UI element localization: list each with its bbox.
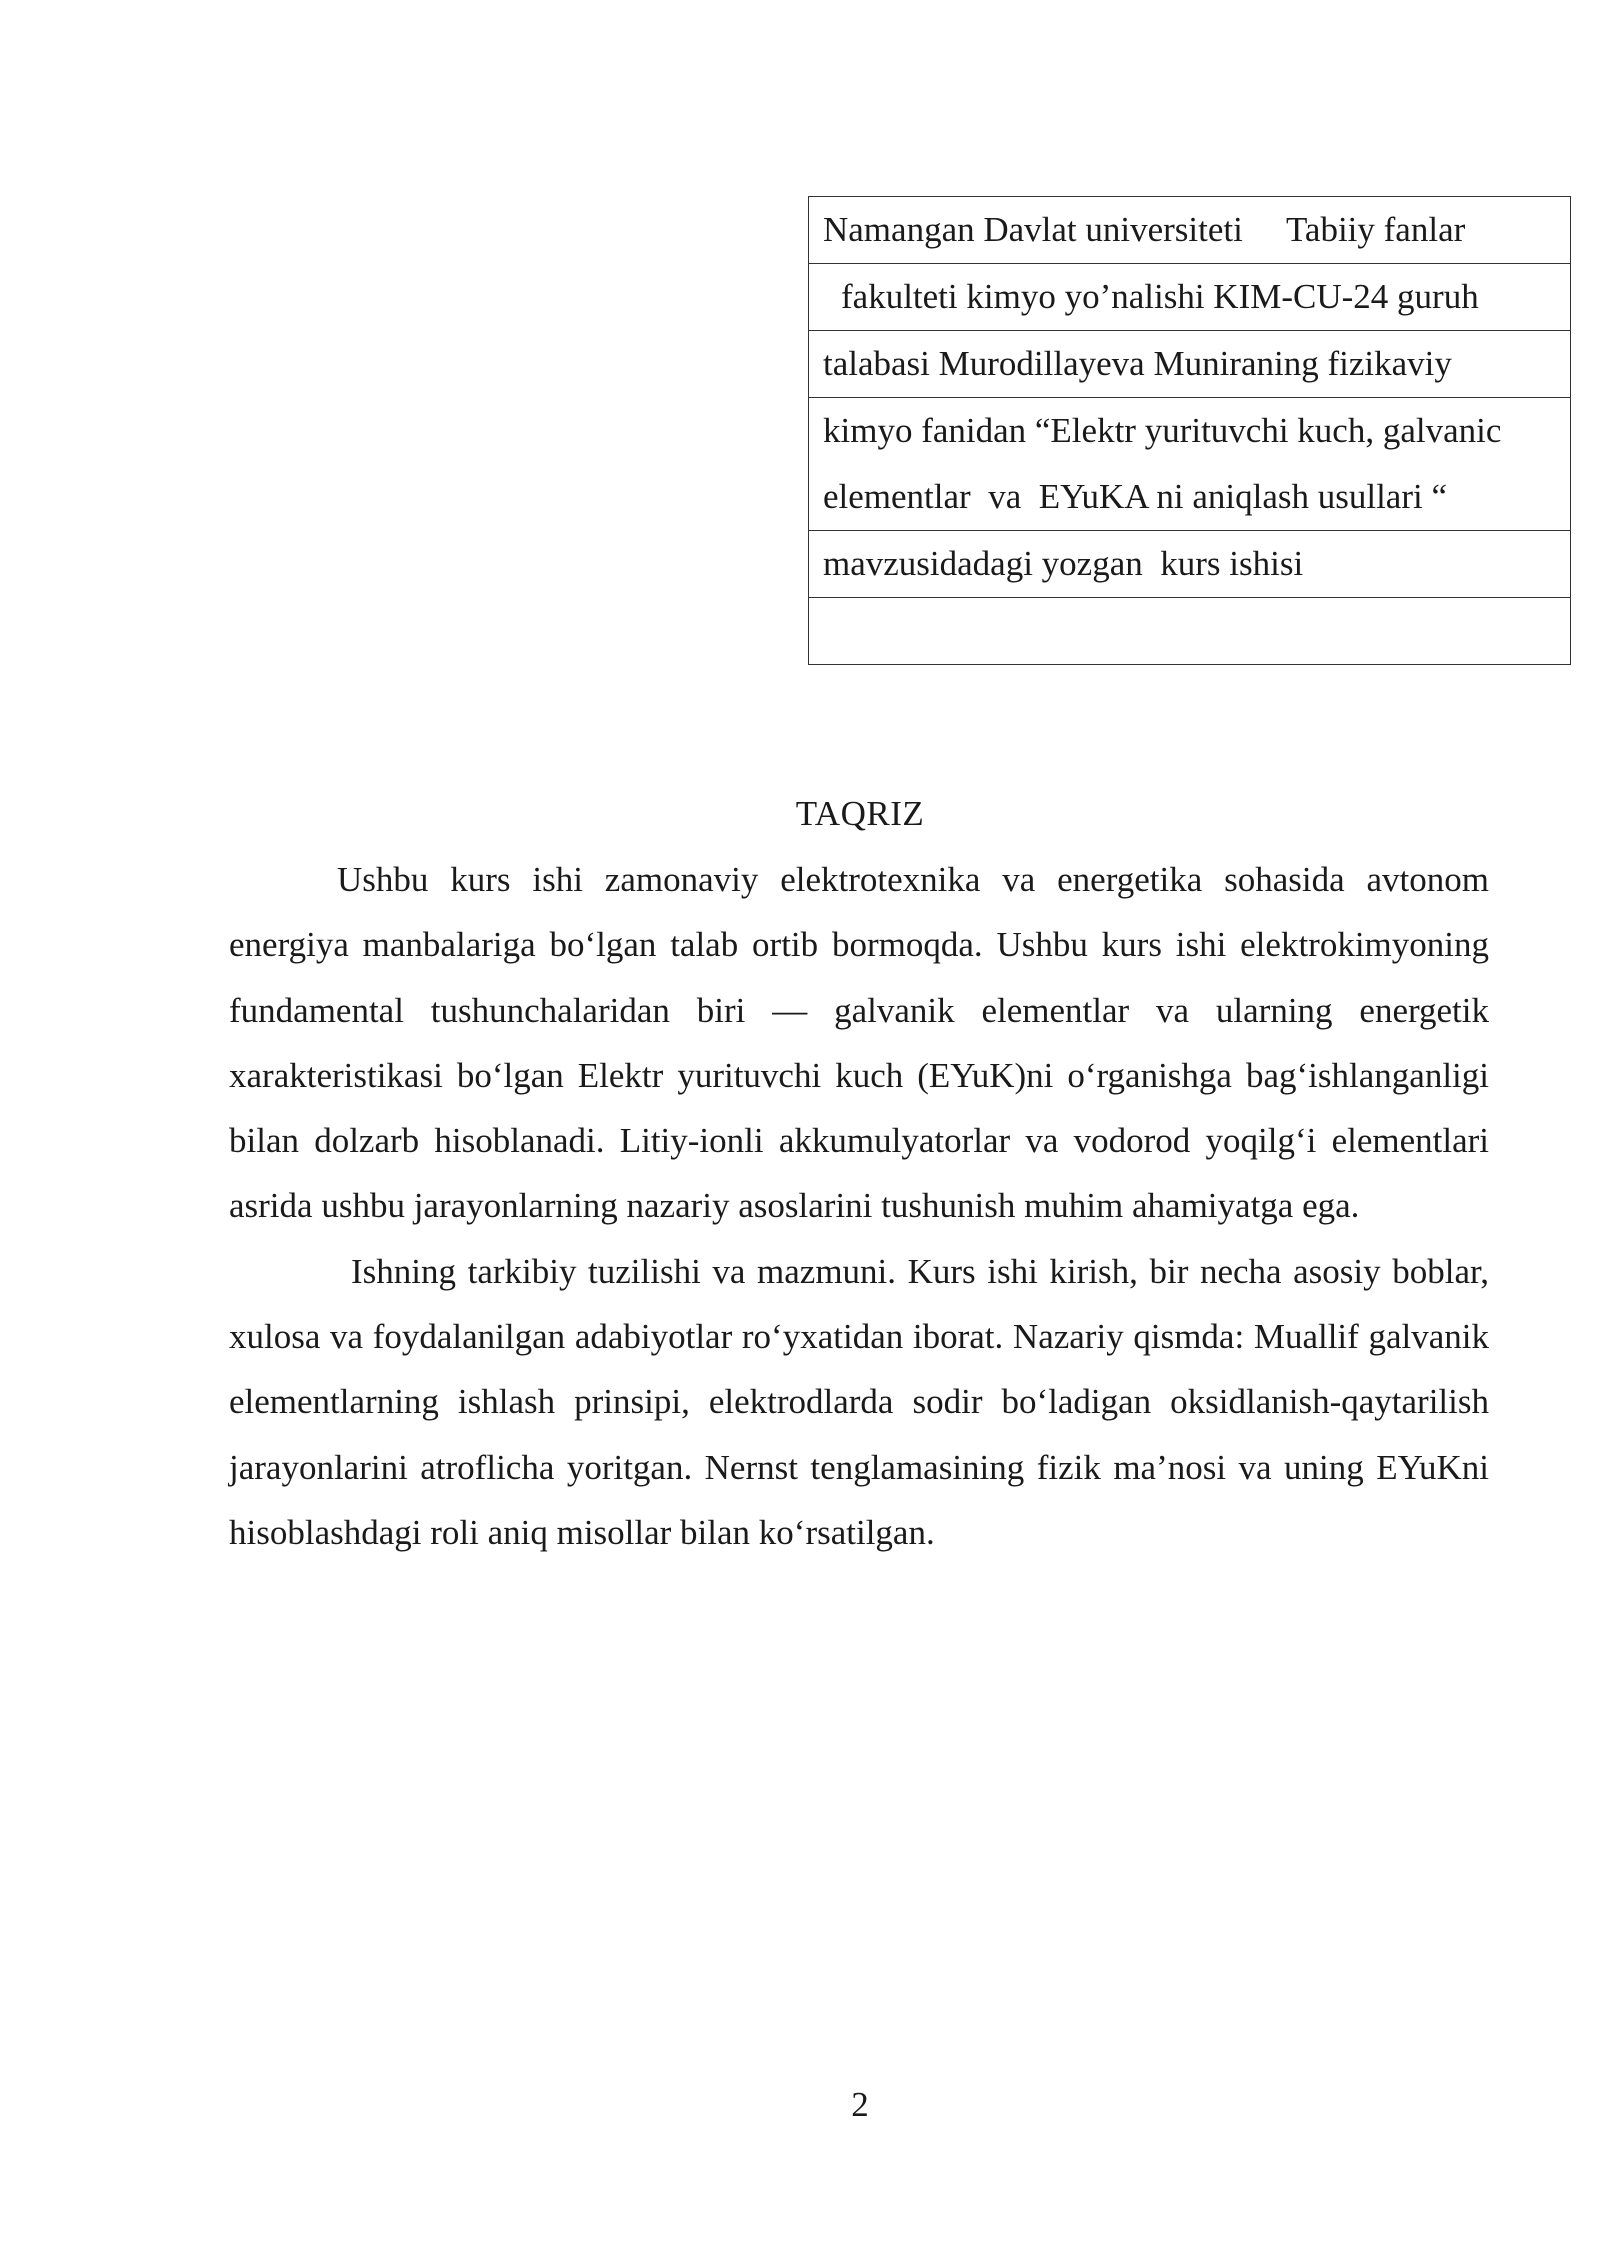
table-row — [809, 598, 1571, 665]
review-title: TAQRIZ — [795, 794, 925, 833]
table-row — [809, 331, 1571, 398]
table-row — [809, 531, 1571, 598]
table-row — [809, 264, 1571, 331]
info-line-faculty: fakulteti kimyo yo’nalishi KIM-CU-24 guruh — [809, 264, 1571, 331]
review-paragraph-structure: Ishning tarkibiy tuzilishi va mazmuni. Kurs ishi kirish, bir necha asosiy boblar, xulosa va foydalanilgan adabiyotlar ro‘yxatidan iborat. Nazariy qismda: Muallif galvanik elementlarning ishlash prinsipi, elektrodlarda sodir bo‘ladigan oksidlanish-qaytarilish jarayonlarini atroflicha yoritgan. Nernst tenglamasining fizik ma’nosi va uning EYuKni hisoblashdagi roli aniq misollar bilan ko‘rsatilgan. — [229, 1251, 1489, 1552]
table-row — [809, 197, 1571, 264]
review-body — [229, 847, 1489, 1565]
info-line-subject: kimyo fanidan “Elektr yurituvchi kuch, galvanic elementlar va EYuKA ni aniqlash usullari “ — [809, 398, 1571, 531]
info-line-university: Namangan Davlat universiteti Tabiiy fanlar — [809, 197, 1571, 264]
info-line-topic: mavzusidadagi yozgan kurs ishisi — [809, 531, 1571, 598]
page-number: 2 — [851, 2085, 869, 2124]
review-paragraph-relevance: Ushbu kurs ishi zamonaviy elektrotexnika va energetika sohasida avtonom energiya manbalariga bo‘lgan talab ortib bormoqda. Ushbu kurs ishi elektrokimyoning fundamental tushunchalaridan biri — galvanik elementlar va ularning energetik xarakteristikasi bo‘lgan Elektr yurituvchi kuch (EYuK)ni o‘rganishga bag‘ishlanganligi bilan dolzarb hisoblanadi. Litiy-ionli akkumulyatorlar va vodorod yoqilg‘i elementlari asrida ushbu jarayonlarning nazariy asoslarini tushunish muhim ahamiyatga ega. — [229, 860, 1489, 1226]
student-info-table — [808, 196, 1571, 665]
table-row — [809, 398, 1571, 531]
info-line-empty — [809, 598, 1571, 665]
info-line-student: talabasi Murodillayeva Muniraning fizikaviy — [809, 331, 1571, 398]
